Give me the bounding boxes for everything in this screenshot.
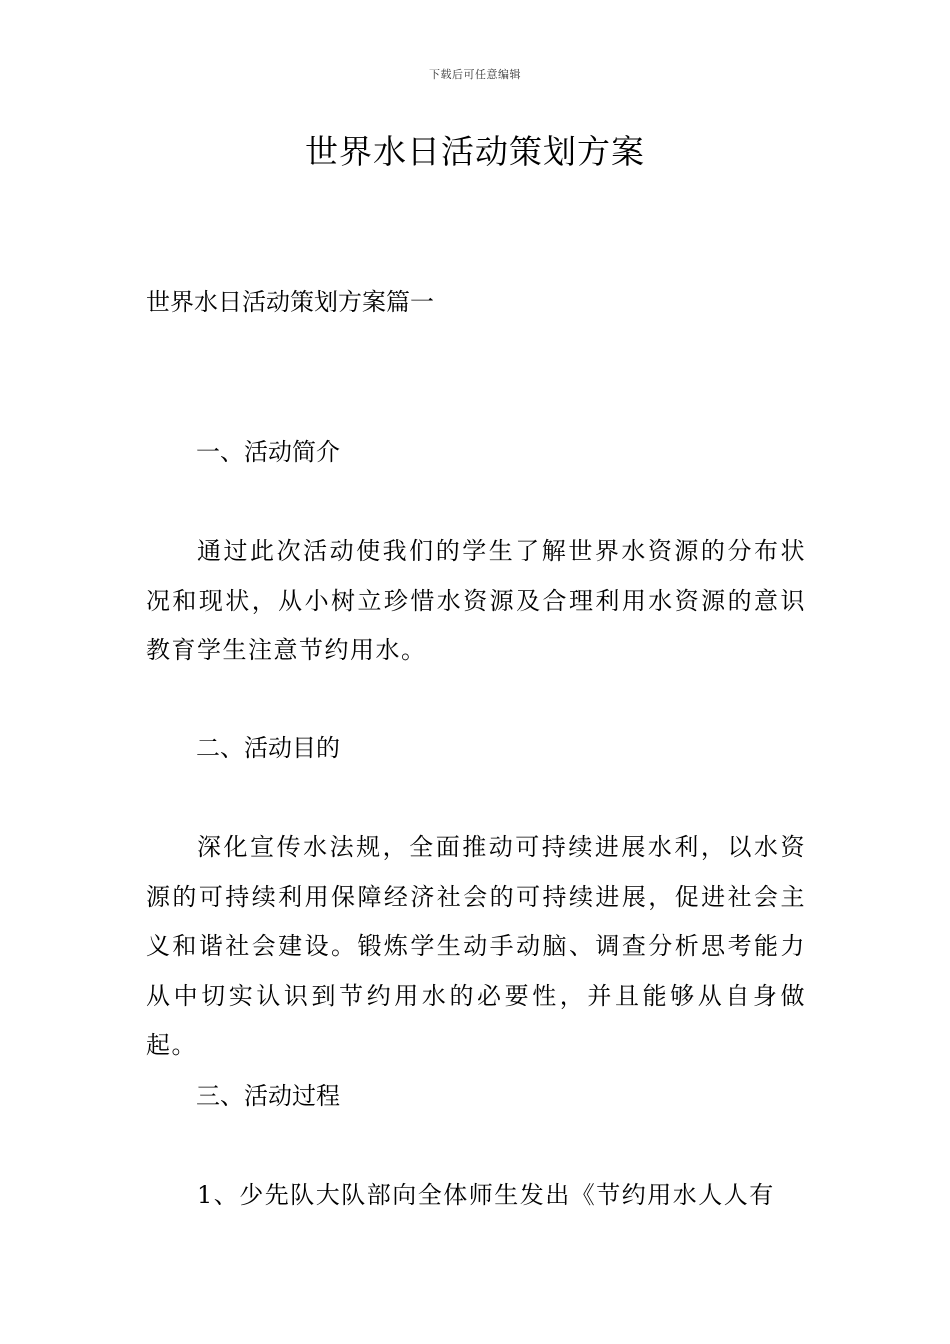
section-heading-intro: 一、活动简介 xyxy=(196,438,340,466)
document-title: 世界水日活动策划方案 xyxy=(305,132,645,171)
section-paragraph-process: 1、少先队大队部向全体师生发出《节约用水人人有 xyxy=(197,1181,775,1209)
section-paragraph-intro: 通过此次活动使我们的学生了解世界水资源的分布状况和现状，从小树立珍惜水资源及合理利用水资源的意识教育学生注意节约用水。 xyxy=(146,537,806,664)
section-heading-purpose: 二、活动目的 xyxy=(196,734,340,762)
document-subtitle: 世界水日活动策划方案篇一 xyxy=(146,288,434,316)
header-note: 下载后可任意编辑 xyxy=(429,68,521,81)
section-heading-process: 三、活动过程 xyxy=(196,1082,340,1110)
section-paragraph-purpose: 深化宣传水法规，全面推动可持续进展水利，以水资源的可持续利用保障经济社会的可持续进展，促进社会主义和谐社会建设。锻炼学生动手动脑、调查分析思考能力从中切实认识到节约用水的必要性，并且能够从自身做起。 xyxy=(146,833,806,1059)
